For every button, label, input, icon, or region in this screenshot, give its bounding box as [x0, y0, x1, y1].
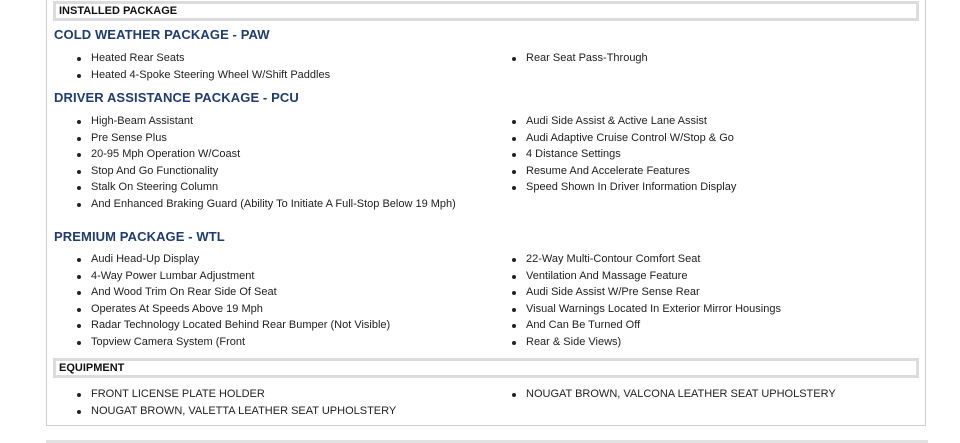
feature-item: Audi Adaptive Cruise Control W/Stop & Go [510, 130, 736, 147]
equipment-header: EQUIPMENT [53, 358, 919, 378]
feature-item: Visual Warnings Located In Exterior Mirror Housings [510, 301, 781, 318]
feature-item: And Wood Trim On Rear Side Of Seat [75, 284, 390, 301]
feature-item: Radar Technology Located Behind Rear Bumper (Not Visible) [75, 317, 390, 334]
feature-item: 4-Way Power Lumbar Adjustment [75, 268, 390, 285]
feature-item: Rear Seat Pass-Through [510, 50, 648, 67]
feature-item: 20-95 Mph Operation W/Coast [75, 146, 456, 163]
feature-item: Operates At Speeds Above 19 Mph [75, 301, 390, 318]
feature-item: And Enhanced Braking Guard (Ability To Initiate A Full-Stop Below 19 Mph) [75, 196, 456, 213]
feature-item: Topview Camera System (Front [75, 334, 390, 351]
equipment-list-right [510, 386, 836, 403]
feature-item: And Can Be Turned Off [510, 317, 781, 334]
feature-item: Audi Side Assist W/Pre Sense Rear [510, 284, 781, 301]
feature-item: Ventilation And Massage Feature [510, 268, 781, 285]
feature-item: Heated 4-Spoke Steering Wheel W/Shift Paddles [75, 67, 330, 84]
package-title-premium: PREMIUM PACKAGE - WTL [54, 229, 225, 244]
feature-item: 4 Distance Settings [510, 146, 736, 163]
feature-item: Stop And Go Functionality [75, 163, 456, 180]
feature-item: Speed Shown In Driver Information Display [510, 179, 736, 196]
equipment-item: FRONT LICENSE PLATE HOLDER [75, 386, 396, 403]
package-features-right-cold-weather [510, 50, 648, 67]
equipment-item: NOUGAT BROWN, VALCONA LEATHER SEAT UPHOLSTERY [510, 386, 836, 403]
package-title-driver-assistance: DRIVER ASSISTANCE PACKAGE - PCU [54, 90, 299, 105]
package-features-left-cold-weather [75, 50, 330, 83]
package-title-cold-weather: COLD WEATHER PACKAGE - PAW [54, 27, 270, 42]
package-features-left-premium [75, 251, 390, 350]
feature-item: Audi Head-Up Display [75, 251, 390, 268]
equipment-list-left [75, 386, 396, 419]
feature-item: Audi Side Assist & Active Lane Assist [510, 113, 736, 130]
package-features-right-premium [510, 251, 781, 350]
feature-item: High-Beam Assistant [75, 113, 456, 130]
installed-package-header: INSTALLED PACKAGE [53, 1, 919, 21]
feature-item: 22-Way Multi-Contour Comfort Seat [510, 251, 781, 268]
package-features-right-driver-assistance [510, 113, 736, 196]
feature-item: Stalk On Steering Column [75, 179, 456, 196]
feature-item: Rear & Side Views) [510, 334, 781, 351]
feature-item: Pre Sense Plus [75, 130, 456, 147]
package-features-left-driver-assistance [75, 113, 456, 212]
feature-item: Heated Rear Seats [75, 50, 330, 67]
feature-item: Resume And Accelerate Features [510, 163, 736, 180]
equipment-item: NOUGAT BROWN, VALETTA LEATHER SEAT UPHOLSTERY [75, 403, 396, 420]
